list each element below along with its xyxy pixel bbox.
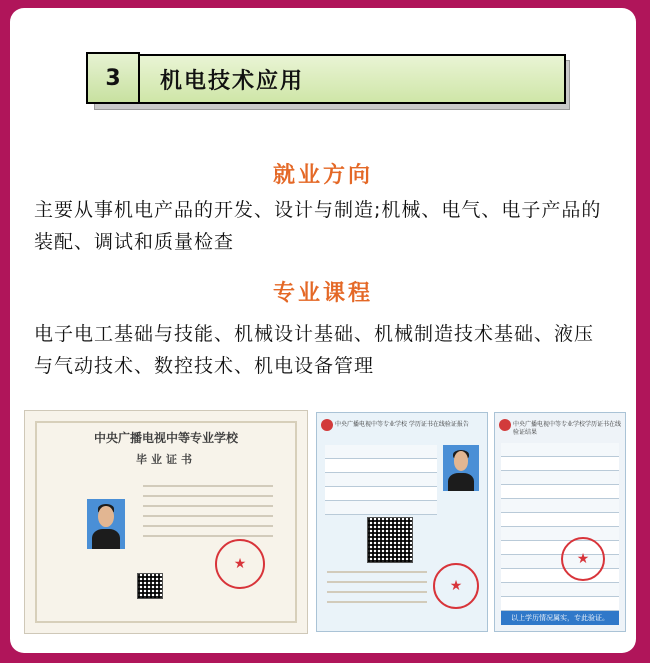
verification-result-image — [494, 412, 626, 632]
courses-heading: 专业课程 — [272, 281, 373, 306]
section-banner — [86, 52, 570, 112]
courses-text — [34, 318, 614, 382]
qr-code-icon — [137, 573, 163, 599]
section-number: 3 — [86, 52, 140, 104]
report-text-lines — [327, 571, 427, 611]
section-title: 机电技术应用 — [160, 69, 305, 94]
result-seal-icon: ★ — [561, 537, 605, 581]
diploma-type: 毕业证书 — [136, 453, 196, 466]
courses-line-2: 与气动技术、数控技术、机电设备管理 — [34, 355, 375, 377]
employment-line-1: 主要从事机电产品的开发、设计与制造;机械、电气、电子产品的 — [34, 199, 602, 221]
red-seal-icon: ★ — [215, 539, 265, 589]
diploma-text-lines — [143, 485, 273, 545]
courses-line-1: 电子电工基础与技能、机械设计基础、机械制造技术基础、液压 — [34, 323, 595, 345]
diploma-school-name: 中央广播电视中等专业学校 — [93, 431, 238, 445]
diploma-certificate-image — [24, 410, 308, 634]
result-footer: 以上学历情况属实，专此验证。 — [501, 611, 619, 625]
student-photo — [87, 499, 125, 549]
report-seal-icon: ★ — [433, 563, 479, 609]
employment-text — [34, 194, 614, 258]
certificate-images — [24, 410, 624, 632]
report-photo — [443, 445, 479, 491]
result-table — [501, 443, 619, 611]
school-logo-icon — [321, 419, 333, 431]
report-title: 中央广播电视中等专业学校 学历证书在线验证报告 — [335, 421, 469, 428]
employment-line-2: 装配、调试和质量检查 — [34, 231, 235, 253]
report-qr-icon — [367, 517, 413, 563]
employment-heading: 就业方向 — [272, 163, 373, 188]
banner-title-box — [136, 54, 566, 104]
verification-report-image — [316, 412, 488, 632]
content-card — [10, 8, 636, 653]
report-table — [325, 445, 437, 515]
result-title: 中央广播电视中等专业学校学历证书在线验证结果 — [513, 421, 622, 436]
result-logo-icon — [499, 419, 511, 431]
